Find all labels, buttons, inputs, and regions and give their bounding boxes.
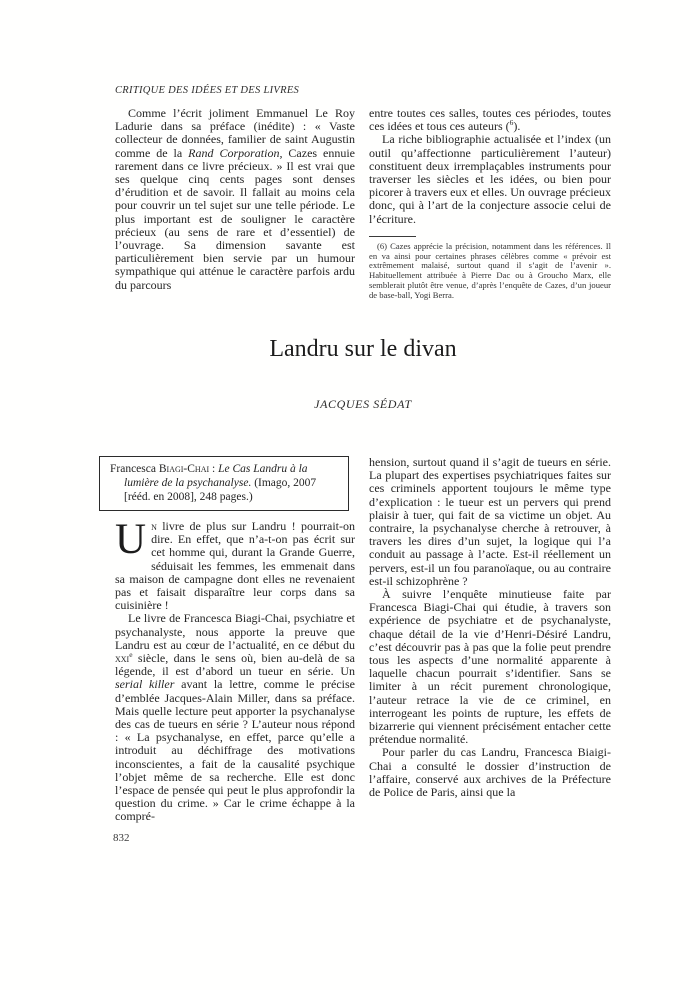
article-title: Landru sur le divan — [269, 336, 457, 362]
page-number: 832 — [113, 832, 130, 844]
paragraph-text: n livre de plus sur Landru ! pourrait-on dire. En effet, que n’a-t-on pas écrit sur cet homme qui, durant la Grande Guerre, séduisait les femmes, les emmenait dans sa maison de campagne dont elles ne revenaient pas et faisait disparaître leur corps dans sa cuisinière ! — [115, 519, 355, 613]
footnote: (6) Cazes apprécie la précision, notamment dans les références. Il en va ainsi pour certaines phrases célèbres comme « prévoir est extrêmement malaisé, surtout quand il s’agit de l’avenir ». Habituellement attribuée à Pierre Dac ou à Groucho Marx, elle semblerait plutôt être venue, d’après l’enquête de Cazes, d’un joueur de base-ball, Yogi Berra. — [369, 240, 611, 300]
paragraph: Pour parler du cas Landru, Francesca Biaigi-Chai a consulté le dossier d’instruction de l’affaire, conservé aux archives de la Préfecture de Police de Paris, ainsi que la — [369, 745, 611, 800]
article-body — [110, 455, 611, 824]
paragraph: À suivre l’enquête minutieuse faite par Francesca Biagi-Chai qui étudie, à travers son expérience de psychiatre et de psychanalyste, chaque détail de la vie d’Henri-Désiré Landru, c’est découvrir pas à pas que la folie peut prendre tous les aspects d’une normalité apparente à laquelle chacun pourrait s’identifier. Sans se limiter à un récit purement chronologique, l’auteur retrace la vie de ce criminel, en interrogeant les points de rupture, les effets de bizarrerie qui viennent précisément entacher cette prétendue normalité. — [369, 587, 611, 747]
drop-cap: U — [115, 516, 147, 563]
paragraph: Le livre de Francesca Biagi-Chai, psychiatre et psychanalyste, nous apporte la preuve que Landru est au cœur de l’actualité, en ce début du xxi$^e$ siècle, dans le sens où, bien au-delà de sa légende, il est d’abord un tueur en série. Un serial killer avant la lettre, comme le précise d’emblée Jacques-Alain Miller, dans sa préface. Mais quelle lecture peut apporter la psychanalyse des cas de tueurs en série ? L’auteur nous répond : « La psychanalyse, en effet, parce qu’elle a introduit au déchiffrage des motivations inconscientes, a fait de la causalité psychique l’objet même de sa recherche. Elle est donc l’espace de pensée qui peut le plus approfondir la question du crime. » Car le crime échappe à la compré- — [115, 611, 355, 824]
footnote-divider — [369, 236, 416, 237]
book-reference: Francesca Biagi-Chai : Le Cas Landru à la lumière de la psychanalyse. (Imago, 2007 [rééd. en 2008], 248 pages.) — [110, 463, 317, 503]
article-right-column — [369, 456, 611, 824]
paragraph: entre toutes ces salles, toutes ces périodes, toutes ces idées et tous ces auteurs ($^6$). — [369, 106, 611, 134]
paragraph: hension, surtout quand il s’agit de tueurs en série. La plupart des expertises psychiatriques faites sur ces criminels apportent toujours le même type d’explication : le tueur est un pervers qui prend plaisir à tuer, qui fait de sa victime un objet. Au contraire, la psychanalyse cherche à retrouver, à travers les dires d’un sujet, la logique qui l’a conduit au passage à l’acte. Est-il réellement un pervers, est-il un fou paranoïaque, ou au contraire est-il schizophrène ? — [369, 455, 611, 588]
top-right-column — [369, 107, 611, 301]
paragraph: Comme l’écrit joliment Emmanuel Le Roy Ladurie dans sa préface (inédite) : « Vaste collecteur de données, familier de saint Augustin comme de la Rand Corporation, Cazes ennuie rarement dans ce livre précieux. » Il est vrai que ses quelque cinq cents pages sont denses d’érudition et de savoir. Il fallait au moins cela pour couvrir un tel sujet sur une telle période. Le plus important est de souligner le caractère précieux (au sens de rare et d’essentiel) de l’ouvrage. Sa dimension savante est particulièrement bien servie par un humour sympathique qui atténue le caractère parfois ardu du parcours — [115, 106, 356, 292]
running-head: CRITIQUE DES IDÉES ET DES LIVRES — [115, 85, 300, 96]
top-left-column — [115, 107, 355, 301]
paragraph — [115, 516, 355, 613]
top-section — [115, 107, 611, 301]
article-left-column — [110, 456, 355, 824]
paragraph: La riche bibliographie actualisée et l’index (un outil qu’affectionne particulièrement l’auteur) constituent deux irremplaçables instruments pour traverser les siècles et les idées, ou bien pour picorer à travers eux et elles. Un ouvrage précieux donc, qui à l’art de la conjecture associe celui de l’écriture. — [369, 132, 611, 226]
book-reference-box — [99, 456, 349, 511]
article-author: JACQUES SÉDAT — [314, 397, 412, 411]
